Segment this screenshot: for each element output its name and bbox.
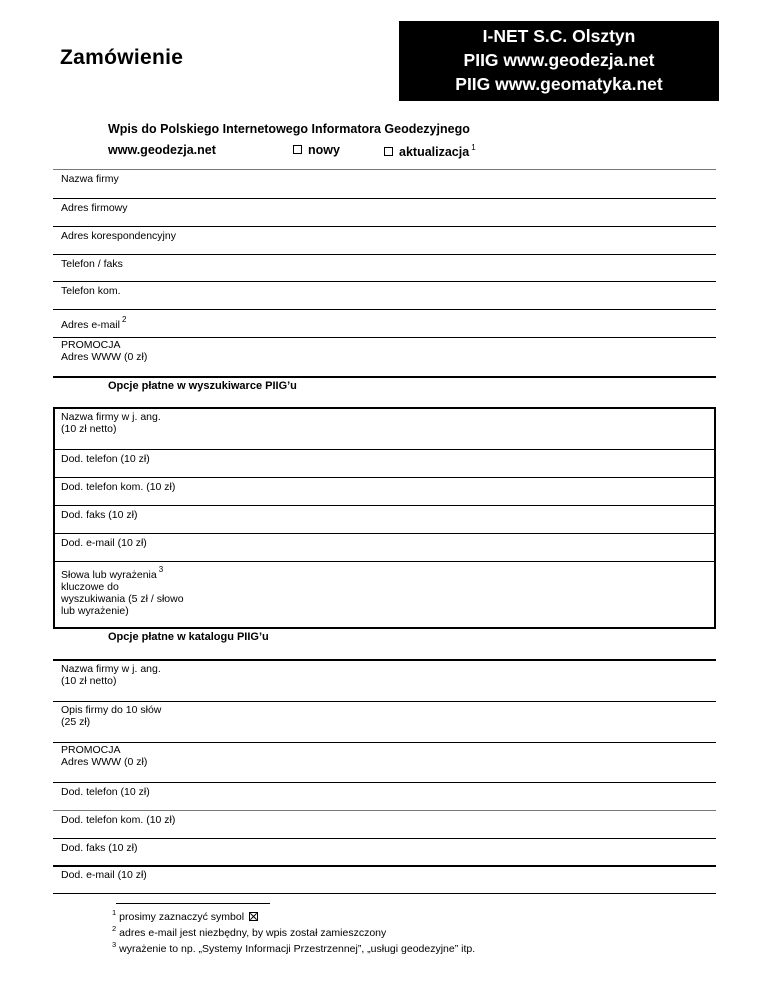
field-label: Telefon kom. (61, 285, 121, 297)
option-update-label: aktualizacja (399, 145, 470, 159)
field-catalog-promo-www[interactable] (53, 742, 716, 782)
field-promo-www[interactable] (53, 337, 716, 377)
field-email[interactable] (53, 309, 716, 337)
footnotes (112, 907, 475, 955)
brand-line-company: I-NET S.C. Olsztyn (482, 26, 636, 46)
field-search-extra-phone[interactable] (53, 449, 716, 477)
field-search-extra-fax[interactable] (53, 505, 716, 533)
brand-line-geodezja: PIIG www.geodezja.net (463, 50, 655, 70)
field-label: Dod. e-mail (10 zł) (61, 869, 147, 881)
field-label: Dod. telefon (10 zł) (61, 453, 150, 465)
field-company-name[interactable] (53, 169, 716, 199)
footnote-2: $^2$ adres e-mail jest niezbędny, by wpis został zamieszczony (112, 924, 387, 939)
footnote-ref: 3 (158, 565, 164, 574)
field-label: Dod. telefon (10 zł) (61, 786, 150, 798)
field-label: Dod. faks (10 zł) (61, 842, 138, 854)
footnote-3: $^3$ wyrażenie to np. „Systemy Informacji Przestrzennej”, „usługi geodezyjne” itp. (112, 940, 476, 955)
field-label: Dod. e-mail (10 zł) (61, 537, 147, 549)
site-address: www.geodezja.net (108, 143, 216, 157)
field-search-keywords[interactable] (53, 561, 716, 627)
catalog-section-title: Opcje płatne w katalogu PIIG’u (108, 631, 269, 643)
field-label: Dod. telefon kom. (10 zł) (61, 814, 176, 826)
field-label: Dod. faks (10 zł) (61, 509, 138, 521)
field-label: Adres firmowy (61, 202, 128, 214)
field-catalog-extra-mobile[interactable] (53, 810, 716, 838)
new-checkbox[interactable] (293, 145, 302, 154)
divider (53, 893, 716, 894)
field-label: Słowa lub wyrażenia $^3$ kluczowe do wyszukiwania (5 zł / słowo lub wyrażenie) (61, 565, 184, 617)
footnote-rule (116, 903, 270, 904)
field-mobile-phone[interactable] (53, 281, 716, 309)
field-phone-fax[interactable] (53, 254, 716, 281)
field-label: Nazwa firmy w j. ang. (10 zł netto) (61, 411, 161, 435)
option-update[interactable] (384, 143, 476, 159)
page-title: Zamówienie (60, 46, 184, 69)
subheading: Wpis do Polskiego Internetowego Informatora Geodezyjnego (108, 122, 470, 136)
field-label: Telefon / faks (61, 258, 123, 270)
brand-box (399, 21, 719, 101)
search-section-title: Opcje płatne w wyszukiwarce PIIG’u (108, 380, 297, 392)
field-search-extra-mobile[interactable] (53, 477, 716, 505)
field-catalog-extra-fax[interactable] (53, 838, 716, 866)
field-company-address[interactable] (53, 198, 716, 226)
footnote-1: $^1$ prosimy zaznaczyć symbol (112, 907, 475, 923)
field-label: PROMOCJA Adres WWW (0 zł) (61, 339, 148, 363)
field-label: PROMOCJA Adres WWW (0 zł) (61, 744, 148, 768)
field-label: Adres korespondencyjny (61, 230, 176, 242)
field-label: Dod. telefon kom. (10 zł) (61, 481, 176, 493)
field-search-extra-email[interactable] (53, 533, 716, 561)
field-catalog-company-en[interactable] (53, 660, 716, 702)
checked-box-icon (249, 912, 258, 921)
field-correspondence-address[interactable] (53, 226, 716, 254)
field-label: Nazwa firmy w j. ang. (10 zł netto) (61, 663, 161, 687)
divider (53, 376, 716, 378)
option-new-label: nowy (308, 143, 340, 157)
field-catalog-extra-email[interactable] (53, 866, 716, 894)
footnote-ref: 2 (121, 315, 127, 324)
field-catalog-description[interactable] (53, 701, 716, 743)
option-new[interactable] (293, 143, 340, 157)
field-label: Nazwa firmy (61, 173, 119, 185)
field-catalog-extra-phone[interactable] (53, 782, 716, 810)
brand-line-geomatyka: PIIG www.geomatyka.net (455, 74, 663, 94)
field-search-company-en[interactable] (53, 409, 716, 450)
footnote-ref: 1 (471, 143, 476, 152)
update-checkbox[interactable] (384, 147, 393, 156)
field-label: Opis firmy do 10 słów (25 zł) (61, 704, 162, 728)
field-label: Adres e-mail $^2$ (61, 315, 127, 331)
